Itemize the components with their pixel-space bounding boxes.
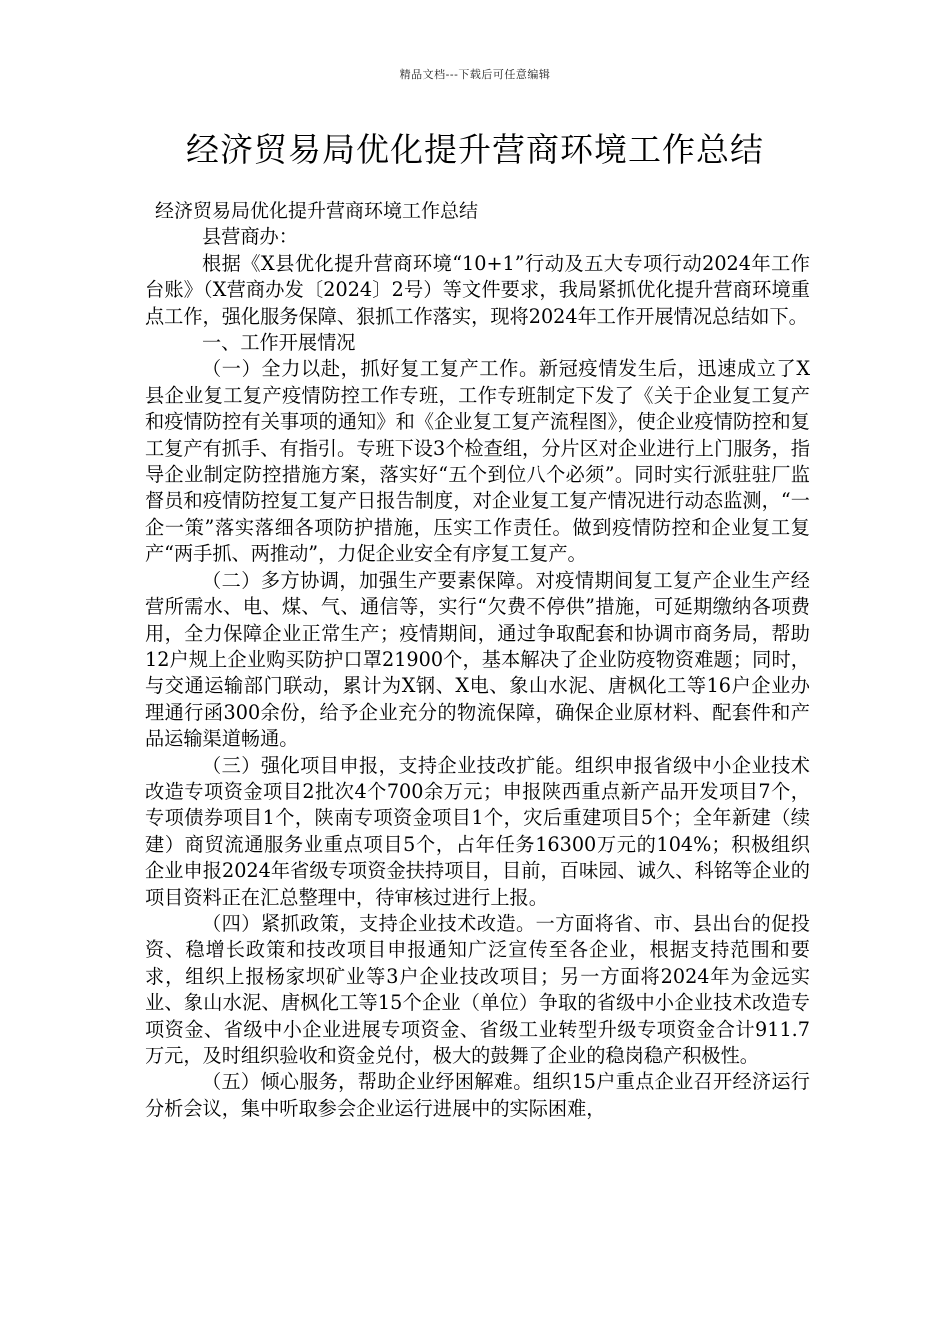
- recipient-line: 县营商办：: [202, 225, 298, 249]
- paragraph-3: （三）强化项目申报，支持企业技改扩能。组织申报省级中小企业技术改造专项资金项目2批次4个700余万元；申报陕西重点新产品开发项目7个，专项债券项目1个，陕南专项资金项目1个，灾后重建项目5个；全年新建（续建）商贸流通服务业重点项目5个，占年任务16300万元的104%；积极组织企业申报2024年省级专项资金扶持项目，目前，百味园、诚久、科铭等企业的项目资料正在汇总整理中，待审核过进行上报。: [145, 753, 810, 909]
- document-body: [145, 198, 810, 1122]
- document-title: 经济贸易局优化提升营商环境工作总结: [186, 130, 764, 169]
- paragraph-2: （二）多方协调，加强生产要素保障。对疫情期间复工复产企业生产经营所需水、电、煤、气、通信等，实行“欠费不停供”措施，可延期缴纳各项费用，全力保障企业正常生产；疫情期间，通过争取配套和协调市商务局，帮助12户规上企业购买防护口罩21900个，基本解决了企业防疫物资难题；同时，与交通运输部门联动，累计为X钢、X电、象山水泥、唐枫化工等16户企业办理通行函300余份，给予企业充分的物流保障，确保企业原材料、配套件和产品运输渠道畅通。: [145, 568, 810, 751]
- paragraph-4: （四）紧抓政策，支持企业技术改造。一方面将省、市、县出台的促投资、稳增长政策和技改项目申报通知广泛宣传至各企业，根据支持范围和要求，组织上报杨家坝矿业等3户企业技改项目；另一方面将2024年为金远实业、象山水泥、唐枫化工等15个企业（单位）争取的省级中小企业技术改造专项资金、省级中小企业进展专项资金、省级工业转型升级专项资金合计911.7万元，及时组织验收和资金兑付，极大的鼓舞了企业的稳岗稳产积极性。: [145, 911, 810, 1067]
- page-header-note: 精品文档---下载后可任意编辑: [399, 68, 551, 81]
- section-heading: 一、工作开展情况: [202, 331, 356, 355]
- paragraph-1: （一）全力以赴，抓好复工复产工作。新冠疫情发生后，迅速成立了X县企业复工复产疫情防控工作专班，工作专班制定下发了《关于企业复工复产和疫情防控有关事项的通知》和《企业复工复产流程图》，使企业疫情防控和复工复产有抓手、有指引。专班下设3个检查组，分片区对企业进行上门服务，指导企业制定防控措施方案，落实好“五个到位八个必须”。同时实行派驻驻厂监督员和疫情防控复工复产日报告制度，对企业复工复产情况进行动态监测，“一企一策”落实落细各项防护措施，压实工作责任。做到疫情防控和企业复工复产“两手抓、两推动”，力促企业安全有序复工复产。: [145, 357, 810, 566]
- intro-paragraph: 根据《X县优化提升营商环境“10+1”行动及五大专项行动2024年工作台账》（X营商办发〔2024〕2号）等文件要求，我局紧抓优化提升营商环境重点工作，强化服务保障、狠抓工作落实，现将2024年工作开展情况总结如下。: [145, 251, 810, 328]
- paragraph-5: （五）倾心服务，帮助企业纾困解难。组织15户重点企业召开经济运行分析会议，集中听取参会企业运行进展中的实际困难，: [145, 1070, 810, 1120]
- document-subtitle: 经济贸易局优化提升营商环境工作总结: [155, 200, 479, 222]
